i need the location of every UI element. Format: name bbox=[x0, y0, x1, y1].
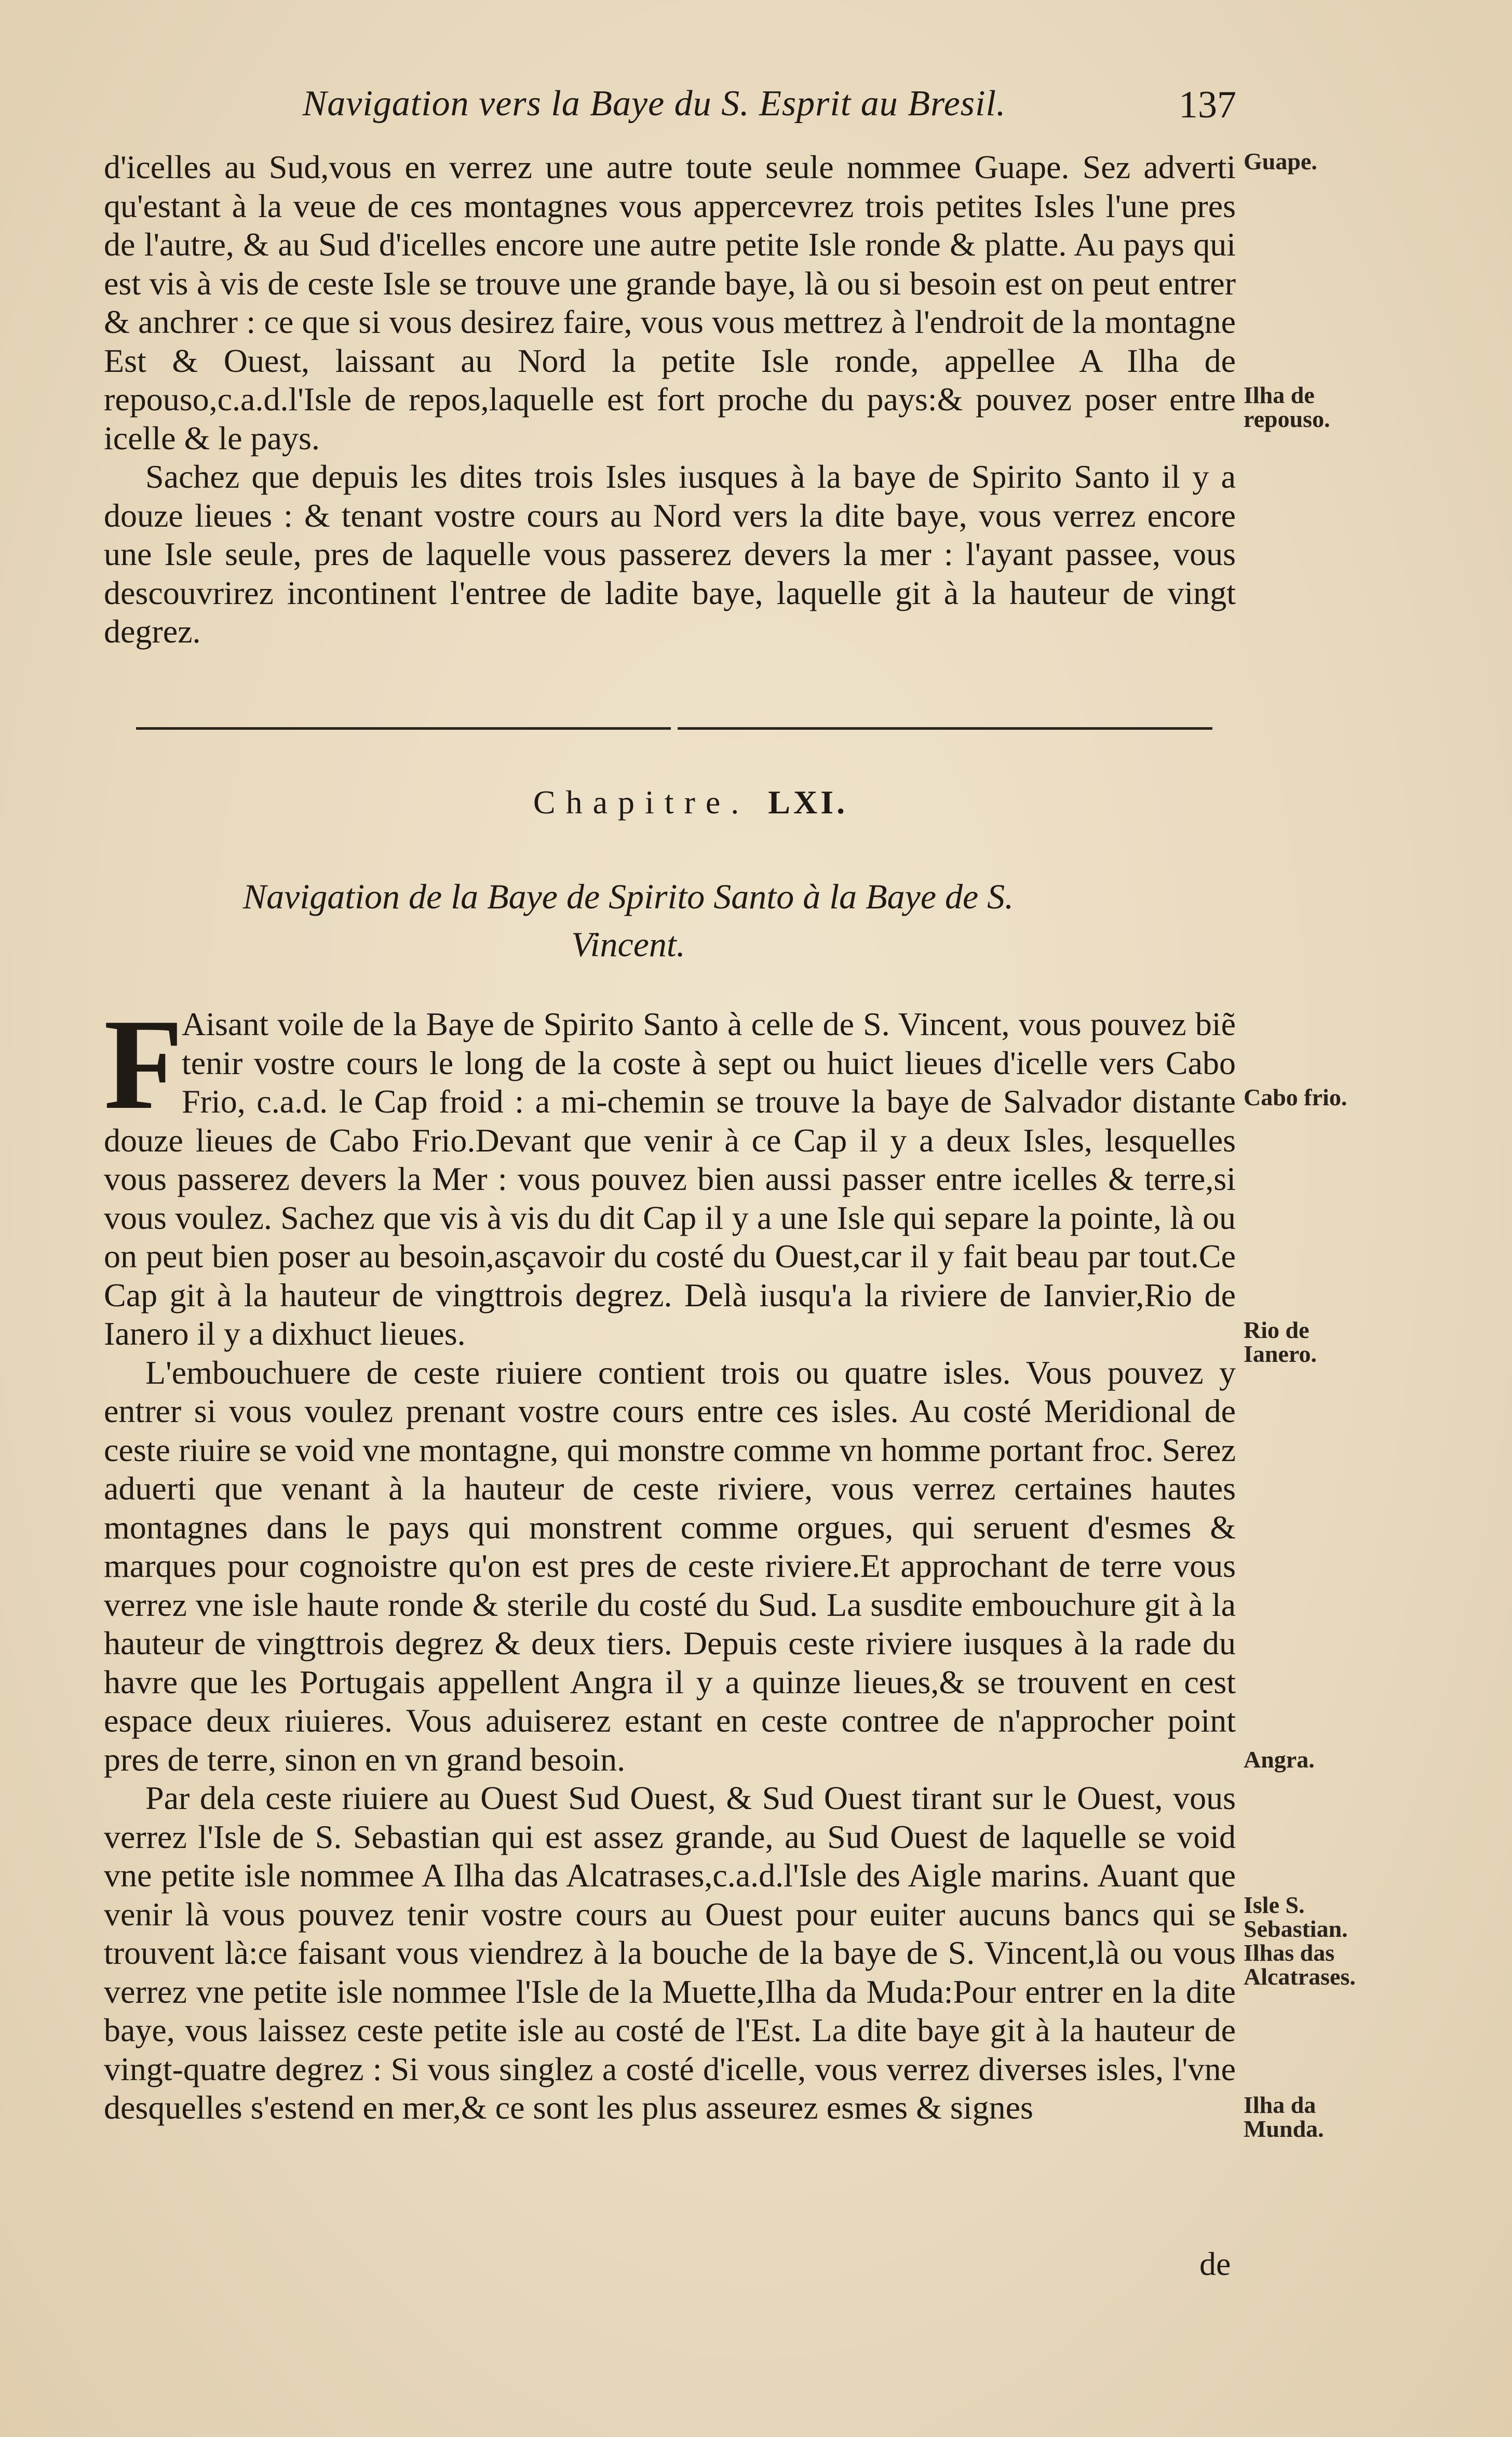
marginal-note-angra: Angra. bbox=[1244, 1746, 1315, 1773]
marginal-note-rio-de-ianero: Rio de Ianero. bbox=[1244, 1317, 1317, 1367]
drop-cap: F bbox=[104, 993, 183, 1136]
catchword: de bbox=[1199, 2245, 1231, 2282]
chapter-number: LXI. bbox=[768, 784, 848, 821]
paragraph: L'embouchuere de ceste riuiere contient trois ou quatre isles. Vous pouvez y entrer si vous voulez prenant vostre cours entre ces isles. Au costé Meridional de ceste riuire se void vne montagne, qui monstre comme vn homme portant froc. Serez aduerti que venant à la hauteur de ceste riviere, vous verrez certaines hautes montagnes dans le pays qui monstrent comme orgues, qui seruent d'esmes & marques pour cognoistre qu'on est pres de ceste riviere.Et approchant de terre vous verrez vne isle haute ronde & sterile du costé du Sud. La susdite embouchure git à la hauteur de vingttrois degrez & deux tiers. Depuis ceste riviere iusques à la rade du havre que les Portugais appellent Angra il y a quinze lieues,& se trouvent en cest espace deux riuieres. Vous aduiserez estant en ceste contree de n'approcher point pres de terre, sinon en vn grand besoin. bbox=[104, 1354, 1236, 1778]
divider-rule-left bbox=[136, 727, 671, 730]
marginal-note-cabo-frio: Cabo frio. bbox=[1244, 1084, 1347, 1110]
divider-rule-right bbox=[678, 727, 1212, 730]
paragraph-text: Aisant voile de la Baye de Spirito Santo à celle de S. Vincent, vous pouvez biẽ tenir vostre cours le long de la coste à sept ou huict lieues d'icelle vers Cabo Frio, c.a.d. le Cap froid : a mi-chemin se trouve la baye de Salvador distante douze lieues de Cabo Frio.Devant que venir à ce Cap il y a deux Isles, lesquelles vous passerez devers la Mer : vous pouvez bien aussi passer entre icelles & terre,si vous voulez. Sachez que vis à vis du dit Cap il y a une Isle qui separe la pointe, là ou on peut bien poser au besoin,asçavoir du costé du Ouest,car il y fait beau par tout.Ce Cap git à la hauteur de vingttrois degrez. Delà iusqu'a la riviere de Ianvier,Rio de Ianero il y a dixhuct lieues. bbox=[104, 1006, 1236, 1352]
paragraph: d'icelles au Sud,vous en verrez une autre toute seule nommee Guape. Sez adverti qu'estant à la veue de ces montagnes vous appercevrez trois petites Isles l'une pres de l'autre, & au Sud d'icelles encore une autre petite Isle ronde & platte. Au pays qui est vis à vis de ceste Isle se trouve une grande baye, là ou si besoin est on peut entrer & anchrer : ce que si vous desirez faire, vous vous mettrez à l'endroit de la montagne Est & Ouest, laissant au Nord la petite Isle ronde, appellee A Ilha de repouso,c.a.d.l'Isle de repos,laquelle est fort proche du pays:& pouvez poser entre icelle & le pays. bbox=[104, 149, 1236, 457]
running-title: Navigation vers la Baye du S. Esprit au Bresil. bbox=[302, 84, 1006, 124]
chapter-heading bbox=[363, 783, 1018, 822]
marginal-note-guape: Guape. bbox=[1244, 148, 1317, 175]
drop-cap-space bbox=[104, 1005, 182, 1109]
section-2-text bbox=[104, 993, 1236, 2127]
chapter-label: Chapitre. bbox=[533, 784, 750, 821]
marginal-note-sebastian-alcatrases: Isle S. Sebastian. Ilhas das Alcatrases. bbox=[1244, 1892, 1356, 1990]
chapter-title: Navigation de la Baye de Spirito Santo à la Baye de S. Vincent. bbox=[242, 877, 1014, 964]
paragraph: Sachez que depuis les dites trois Isles iusques à la baye de Spirito Santo il y a douze lieues : & tenant vostre cours au Nord vers la dite baye, vous verrez encore une Isle seule, pres de laquelle vous passerez devers la mer : l'ayant passee, vous descouvrirez incontinent l'entree de ladite baye, laquelle git à la hauteur de vingt degrez. bbox=[104, 458, 1236, 650]
paragraph bbox=[104, 993, 1236, 1354]
marginal-note-ilha-de-repouso: Ilha de repouso. bbox=[1244, 382, 1330, 432]
marginal-note-ilha-da-munda: Ilha da Munda. bbox=[1244, 2092, 1324, 2142]
paragraph: Par dela ceste riuiere au Ouest Sud Ouest, & Sud Ouest tirant sur le Ouest, vous verrez l'Isle de S. Sebastian qui est assez grande, au Sud Ouest de laquelle se void vne petite isle nommee A Ilha das Alcatrases,c.a.d.l'Isle des Aigle marins. Auant que venir là vous pouvez tenir vostre cours au Ouest pour euiter aucuns bancs qui se trouvent là:ce faisant vous viendrez à la bouche de la baye de S. Vincent,là ou vous verrez vne petite isle nommee l'Isle de la Muette,Ilha da Muda:Pour entrer en la dite baye, vous laissez ceste petite isle au costé de l'Est. La dite baye git à la hauteur de vingt-quatre degrez : Si vous singlez a costé d'icelle, vous verrez diverses isles, l'vne desquelles s'estend en mer,& ce sont les plus asseurez esmes & signes bbox=[104, 1779, 1236, 2126]
page-number: 137 bbox=[1179, 84, 1236, 126]
section-1-text bbox=[104, 148, 1236, 651]
